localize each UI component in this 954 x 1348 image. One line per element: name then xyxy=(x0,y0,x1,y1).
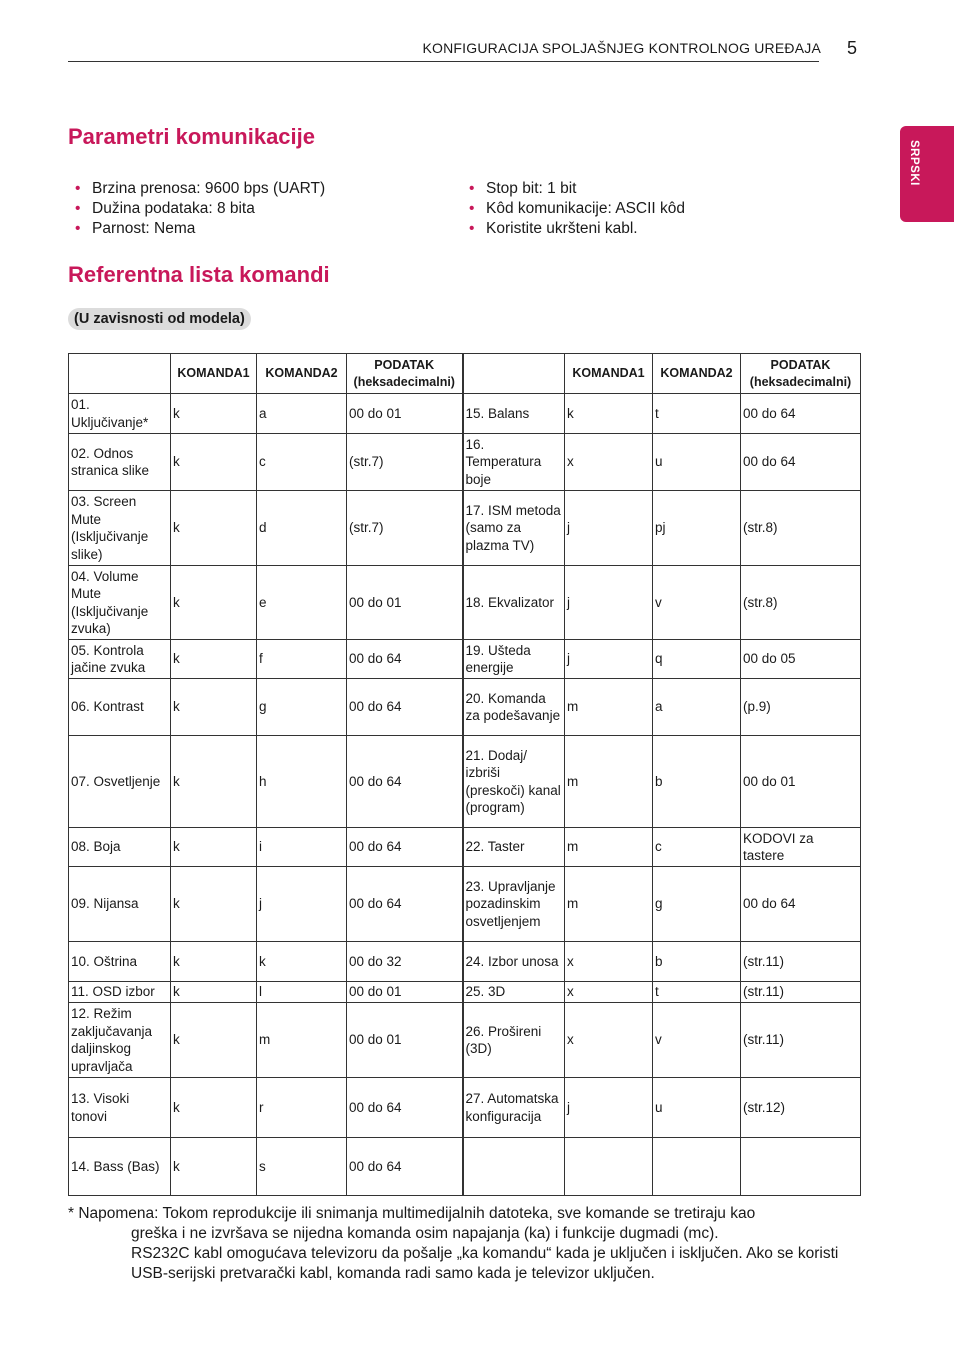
command1-cell: k xyxy=(171,942,257,982)
data-cell: (p.9) xyxy=(741,679,861,736)
function-cell: 25. 3D xyxy=(463,982,565,1003)
function-cell: 20. Komanda za podešavanje xyxy=(463,679,565,736)
function-cell: 27. Automatska konfiguracija xyxy=(463,1078,565,1138)
footnote-line-1: * Napomena: Tokom reprodukcije ili snimanja multimedijalnih datoteka, sve komande se tretiraju kao xyxy=(68,1205,756,1222)
command2-cell: h xyxy=(257,736,347,828)
command1-cell: k xyxy=(565,394,653,434)
command1-cell: k xyxy=(171,679,257,736)
data-cell: (str.11) xyxy=(741,1003,861,1078)
function-cell: 09. Nijansa xyxy=(69,867,171,942)
data-cell: 00 do 64 xyxy=(347,640,463,679)
footnote xyxy=(68,1204,868,1284)
command2-cell: b xyxy=(653,736,741,828)
param-item: • Koristite ukršteni kabl. xyxy=(462,219,685,239)
data-cell: 00 do 01 xyxy=(347,394,463,434)
command2-cell: c xyxy=(257,434,347,491)
command1-cell: k xyxy=(171,982,257,1003)
function-cell: 18. Ekvalizator xyxy=(463,566,565,640)
data-cell: 00 do 05 xyxy=(741,640,861,679)
data-cell: 00 do 64 xyxy=(347,1138,463,1196)
command1-cell: x xyxy=(565,1003,653,1078)
command2-cell: t xyxy=(653,394,741,434)
table-row xyxy=(69,394,861,434)
command1-cell: k xyxy=(171,1138,257,1196)
command1-cell: k xyxy=(171,394,257,434)
command1-cell: k xyxy=(171,828,257,867)
command2-cell: u xyxy=(653,434,741,491)
command2-cell: r xyxy=(257,1078,347,1138)
data-cell: (str.8) xyxy=(741,491,861,566)
command1-cell: m xyxy=(565,828,653,867)
table-row xyxy=(69,828,861,867)
param-item: • Dužina podataka: 8 bita xyxy=(68,199,325,219)
data-cell: (str.7) xyxy=(347,491,463,566)
command1-cell: k xyxy=(171,1003,257,1078)
data-cell: (str.8) xyxy=(741,566,861,640)
function-cell: 12. Režim zaključavanja daljinskog upravljača xyxy=(69,1003,171,1078)
table-row xyxy=(69,1003,861,1078)
command1-cell: k xyxy=(171,640,257,679)
command1-cell: k xyxy=(171,1078,257,1138)
language-tab xyxy=(900,126,954,222)
table-row xyxy=(69,1078,861,1138)
header-rule xyxy=(68,61,819,62)
command2-cell: b xyxy=(653,942,741,982)
section-title-command-list: Referentna lista komandi xyxy=(68,262,330,287)
command1-cell xyxy=(565,1138,653,1196)
param-item: • Brzina prenosa: 9600 bps (UART) xyxy=(68,179,325,199)
table-header-row xyxy=(69,354,861,394)
function-cell: 07. Osvetljenje xyxy=(69,736,171,828)
function-cell: 03. Screen Mute (Isključivanje slike) xyxy=(69,491,171,566)
command1-cell: j xyxy=(565,491,653,566)
data-cell: 00 do 64 xyxy=(347,867,463,942)
command1-cell: k xyxy=(171,736,257,828)
header-empty xyxy=(463,354,565,394)
table-row xyxy=(69,942,861,982)
command1-cell: k xyxy=(171,566,257,640)
function-cell: 16. Temperatura boje xyxy=(463,434,565,491)
command2-cell: s xyxy=(257,1138,347,1196)
function-cell: 26. Prošireni (3D) xyxy=(463,1003,565,1078)
command-reference-table xyxy=(68,353,861,1196)
param-item: • Parnost: Nema xyxy=(68,219,325,239)
data-cell: 00 do 01 xyxy=(347,566,463,640)
data-cell xyxy=(741,1138,861,1196)
command2-cell: g xyxy=(257,679,347,736)
command2-cell: j xyxy=(257,867,347,942)
header-command2: KOMANDA2 xyxy=(257,354,347,394)
running-header: KONFIGURACIJA SPOLJAŠNJEG KONTROLNOG UREĐAJA xyxy=(422,40,821,56)
table-row xyxy=(69,640,861,679)
data-cell: 00 do 32 xyxy=(347,942,463,982)
command2-cell: e xyxy=(257,566,347,640)
function-cell: 19. Ušteda energije xyxy=(463,640,565,679)
table-row xyxy=(69,566,861,640)
command1-cell: k xyxy=(171,491,257,566)
function-cell: 17. ISM metoda (samo za plazma TV) xyxy=(463,491,565,566)
header-command1: KOMANDA1 xyxy=(565,354,653,394)
command2-cell: a xyxy=(257,394,347,434)
command1-cell: m xyxy=(565,679,653,736)
function-cell: 14. Bass (Bas) xyxy=(69,1138,171,1196)
function-cell: 04. Volume Mute (Isključivanje zvuka) xyxy=(69,566,171,640)
data-cell: 00 do 64 xyxy=(741,867,861,942)
command1-cell: j xyxy=(565,566,653,640)
function-cell: 22. Taster xyxy=(463,828,565,867)
header-data: PODATAK (heksadecimalni) xyxy=(741,354,861,394)
footnote-para-2: RS232C kabl omogućava televizoru da pošalje „ka komandu“ kada je uključen i isključen. Ako se koristi USB-serijski pretvarački kabl, komanda radi samo kada je televizor uključen. xyxy=(131,1245,839,1282)
function-cell: 10. Oštrina xyxy=(69,942,171,982)
table-row xyxy=(69,982,861,1003)
command2-cell: i xyxy=(257,828,347,867)
data-cell: (str.7) xyxy=(347,434,463,491)
data-cell: 00 do 64 xyxy=(347,736,463,828)
command2-cell: u xyxy=(653,1078,741,1138)
table-row xyxy=(69,491,861,566)
data-cell: (str.11) xyxy=(741,942,861,982)
data-cell: 00 do 01 xyxy=(347,982,463,1003)
command1-cell: k xyxy=(171,867,257,942)
command2-cell: m xyxy=(257,1003,347,1078)
command2-cell xyxy=(653,1138,741,1196)
command2-cell: d xyxy=(257,491,347,566)
table-row xyxy=(69,679,861,736)
data-cell: 00 do 64 xyxy=(741,434,861,491)
footnote-line-2: greška i ne izvršava se nijedna komanda osim napajanja (ka) i funkcije dugmadi (mc). xyxy=(131,1225,719,1242)
command2-cell: v xyxy=(653,566,741,640)
command1-cell: m xyxy=(565,736,653,828)
data-cell: 00 do 01 xyxy=(347,1003,463,1078)
data-cell: (str.12) xyxy=(741,1078,861,1138)
table-row xyxy=(69,736,861,828)
function-cell: 05. Kontrola jačine zvuka xyxy=(69,640,171,679)
table-row xyxy=(69,867,861,942)
page-number: 5 xyxy=(847,38,858,58)
data-cell: 00 do 64 xyxy=(347,828,463,867)
command2-cell: pj xyxy=(653,491,741,566)
function-cell: 13. Visoki tonovi xyxy=(69,1078,171,1138)
command1-cell: k xyxy=(171,434,257,491)
command2-cell: c xyxy=(653,828,741,867)
data-cell: 00 do 64 xyxy=(347,679,463,736)
function-cell: 06. Kontrast xyxy=(69,679,171,736)
data-cell: 00 do 01 xyxy=(741,736,861,828)
language-tab-label: SRPSKI xyxy=(908,140,920,186)
header-empty xyxy=(69,354,171,394)
command2-cell: v xyxy=(653,1003,741,1078)
command1-cell: x xyxy=(565,434,653,491)
header-command1: KOMANDA1 xyxy=(171,354,257,394)
command2-cell: t xyxy=(653,982,741,1003)
command2-cell: l xyxy=(257,982,347,1003)
table-row xyxy=(69,1138,861,1196)
param-item: • Stop bit: 1 bit xyxy=(462,179,685,199)
command2-cell: k xyxy=(257,942,347,982)
header-data: PODATAK (heksadecimalni) xyxy=(347,354,463,394)
model-dependency-badge: (U zavisnosti od modela) xyxy=(68,308,251,330)
section-title-communication-params: Parametri komunikacije xyxy=(68,124,316,149)
function-cell: 24. Izbor unosa xyxy=(463,942,565,982)
data-cell: 00 do 64 xyxy=(347,1078,463,1138)
data-cell: (str.11) xyxy=(741,982,861,1003)
params-list-left xyxy=(68,179,325,239)
command2-cell: a xyxy=(653,679,741,736)
command2-cell: f xyxy=(257,640,347,679)
data-cell: 00 do 64 xyxy=(741,394,861,434)
command2-cell: q xyxy=(653,640,741,679)
function-cell: 23. Upravljanje pozadinskim osvetljenjem xyxy=(463,867,565,942)
command1-cell: m xyxy=(565,867,653,942)
params-list-right xyxy=(462,179,685,239)
data-cell: KODOVI za tastere xyxy=(741,828,861,867)
command1-cell: j xyxy=(565,640,653,679)
function-cell: 01. Uključivanje* xyxy=(69,394,171,434)
function-cell: 08. Boja xyxy=(69,828,171,867)
header-command2: KOMANDA2 xyxy=(653,354,741,394)
table-row xyxy=(69,434,861,491)
function-cell: 02. Odnos stranica slike xyxy=(69,434,171,491)
param-item: • Kôd komunikacije: ASCII kôd xyxy=(462,199,685,219)
function-cell: 15. Balans xyxy=(463,394,565,434)
command2-cell: g xyxy=(653,867,741,942)
function-cell: 21. Dodaj/ izbriši (preskoči) kanal (program) xyxy=(463,736,565,828)
function-cell: 11. OSD izbor xyxy=(69,982,171,1003)
function-cell xyxy=(463,1138,565,1196)
command1-cell: x xyxy=(565,942,653,982)
command1-cell: j xyxy=(565,1078,653,1138)
command1-cell: x xyxy=(565,982,653,1003)
